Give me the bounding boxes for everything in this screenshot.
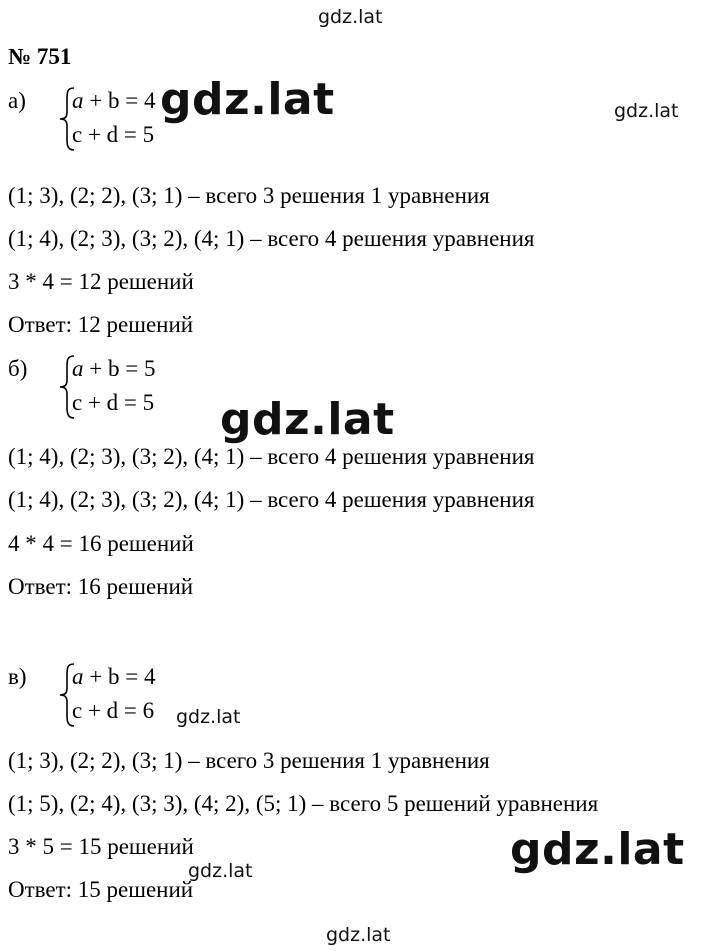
solution-line: 4 * 4 = 16 решений	[8, 531, 194, 556]
solution-line: 3 * 4 = 12 решений	[8, 269, 194, 294]
watermark-large-3: gdz.lat	[510, 824, 685, 875]
part-label-c: в)	[8, 664, 27, 689]
watermark-right: gdz.lat	[614, 100, 679, 122]
solution-line: (1; 3), (2; 2), (3; 1) – всего 3 решения 1 уравнения	[8, 748, 490, 773]
solution-line: 3 * 5 = 15 решений	[8, 834, 194, 859]
answer-line: Ответ: 12 решений	[8, 312, 194, 337]
equation-2: c + d = 6	[72, 698, 155, 723]
problem-number: № 751	[8, 44, 72, 69]
watermark-large-2: gdz.lat	[220, 394, 395, 445]
solution-line: (1; 4), (2; 3), (3; 2), (4; 1) – всего 4 решения уравнения	[8, 487, 535, 512]
solution-line: (1; 4), (2; 3), (3; 2), (4; 1) – всего 4 решения уравнения	[8, 226, 535, 251]
solution-line: (1; 5), (2; 4), (3; 3), (4; 2), (5; 1) – всего 5 решений уравнения	[8, 791, 599, 816]
equation-2: c + d = 5	[72, 390, 155, 415]
system-c	[8, 660, 328, 730]
equation-2: c + d = 5	[72, 122, 155, 147]
watermark-large-1: gdz.lat	[160, 74, 335, 125]
part-label-b: б)	[8, 356, 28, 381]
system-b	[8, 352, 328, 422]
watermark-top: gdz.lat	[318, 6, 383, 28]
equation-1: a + b = 4	[72, 664, 156, 689]
solution-line: (1; 4), (2; 3), (3; 2), (4; 1) – всего 4 решения уравнения	[8, 444, 535, 469]
watermark-bottom: gdz.lat	[326, 924, 391, 946]
watermark-inline: gdz.lat	[176, 706, 241, 728]
answer-line: Ответ: 15 решений	[8, 877, 194, 902]
system-a	[8, 84, 328, 154]
watermark-lower: gdz.lat	[188, 860, 253, 882]
solution-line: (1; 3), (2; 2), (3; 1) – всего 3 решения 1 уравнения	[8, 183, 490, 208]
answer-line: Ответ: 16 решений	[8, 574, 194, 599]
equation-1: a + b = 4	[72, 88, 156, 113]
part-label-a: а)	[8, 88, 26, 113]
equation-1: a + b = 5	[72, 356, 156, 381]
